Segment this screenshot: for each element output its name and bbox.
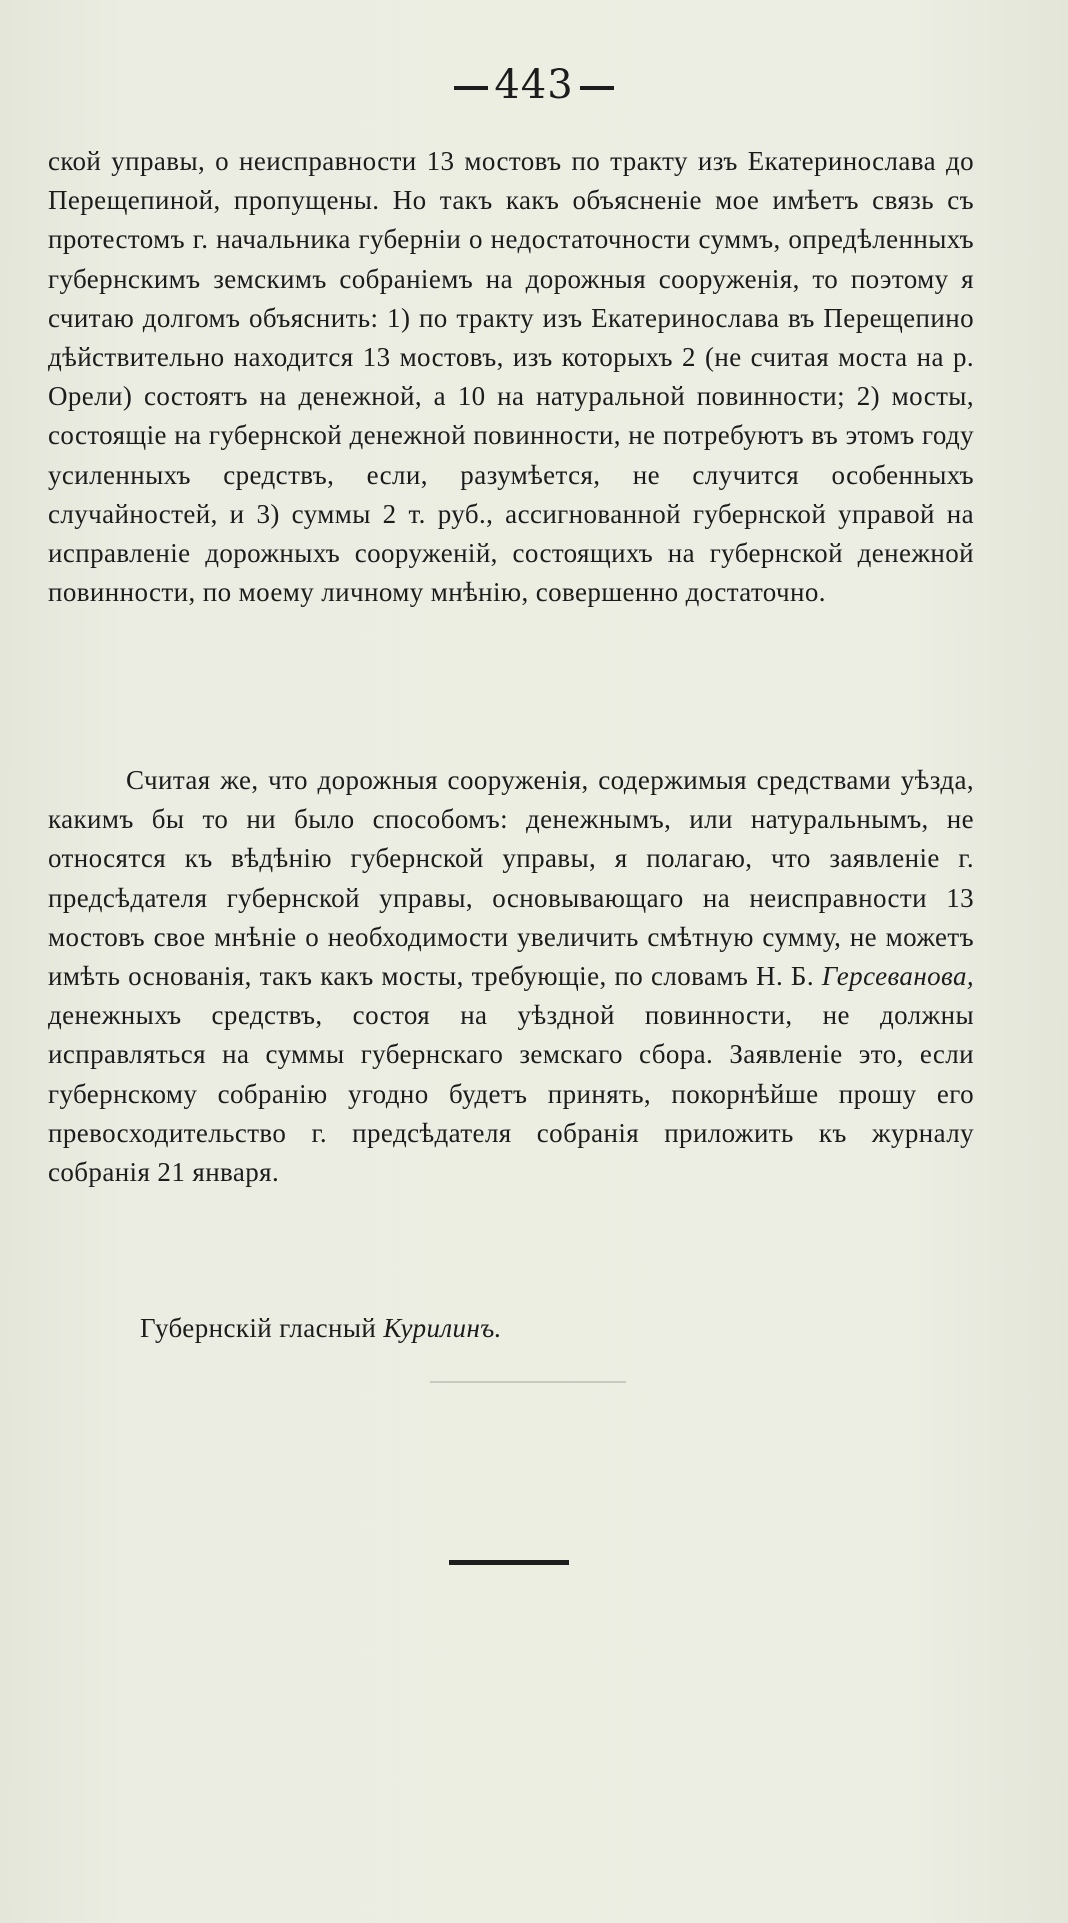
page-number: 443 [494,62,574,108]
signature-underline-rule [430,1381,626,1383]
page-number-dash-left [454,86,488,90]
paragraph-2-after-name: денежныхъ средствъ, состоя на уѣздной повинности, не должны исправляться на суммы губернскаго земскаго сбора. Заявленіе это, если губернскому собранію угодно будетъ принять, покорнѣйше прошу его превосходительство г. предсѣдателя собранія приложить къ журналу собранія 21 января. [48,1000,974,1188]
signature-title: Губернскій гласный [140,1313,377,1343]
paragraph-2 [48,761,974,1192]
end-of-section-rule [449,1560,569,1565]
page-number-dash-right [580,86,614,90]
page-number-header [0,62,1068,108]
signature-line [140,1313,502,1344]
paragraph-2-before-name: Считая же, что дорожныя сооруженія, содержимыя средствами уѣзда, какимъ бы то ни было способомъ: денежнымъ, или натуральнымъ, не относятся къ вѣдѣнію губернской управы, я полагаю, что заявленіе г. предсѣдателя губернской управы, основывающаго на неисправности 13 мостовъ свое мнѣніе о необходимости увеличить смѣтную сумму, не можетъ имѣть основанія, такъ какъ мосты, требующіе, по словамъ Н. Б. [48,765,974,992]
paragraph-1: ской управы, о неисправности 13 мостовъ по тракту изъ Екатеринослава до Перещепиной, пропущены. Но такъ какъ объясненіе мое имѣетъ связь съ протестомъ г. начальника губерніи о недостаточности суммъ, опредѣленныхъ губернскимъ земскимъ собраніемъ на дорожныя сооруженія, то поэтому я считаю долгомъ объяснить: 1) по тракту изъ Екатеринослава въ Перещепино дѣйствительно находится 13 мостовъ, изъ которыхъ 2 (не считая моста на р. Орели) состоятъ на денежной, а 10 на натуральной повинности; 2) мосты, состоящіе на губернской денежной повинности, не потребуютъ въ этомъ году усиленныхъ средствъ, если, разумѣется, не случится особенныхъ случайностей, и 3) суммы 2 т. руб., ассигнованной губернской управой на исправленіе дорожныхъ сооруженій, состоящихъ на губернской денежной повинности, по моему личному мнѣнію, совершенно достаточно. [48,146,974,608]
signature-name: Курилинъ. [383,1313,502,1343]
paragraph-2-person-name: Герсеванова, [821,961,974,992]
